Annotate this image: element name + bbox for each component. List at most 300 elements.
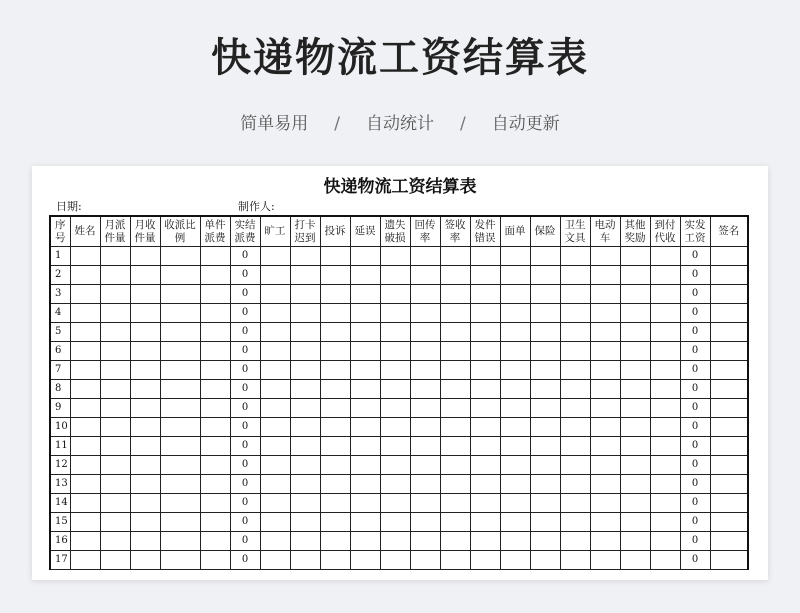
table-cell[interactable]	[320, 380, 350, 399]
table-cell[interactable]	[530, 437, 560, 456]
table-cell[interactable]	[710, 551, 748, 570]
table-cell[interactable]	[650, 456, 680, 475]
table-cell[interactable]	[560, 380, 590, 399]
table-cell[interactable]	[100, 285, 130, 304]
table-cell[interactable]	[440, 532, 470, 551]
table-cell[interactable]	[350, 494, 380, 513]
table-cell[interactable]	[470, 285, 500, 304]
table-cell[interactable]	[320, 475, 350, 494]
table-cell[interactable]	[350, 247, 380, 266]
table-cell[interactable]	[710, 285, 748, 304]
table-cell[interactable]	[70, 323, 100, 342]
table-cell[interactable]	[650, 342, 680, 361]
table-cell[interactable]	[620, 323, 650, 342]
table-cell[interactable]	[590, 418, 620, 437]
table-cell[interactable]	[290, 456, 320, 475]
table-cell[interactable]	[500, 437, 530, 456]
table-cell[interactable]	[560, 494, 590, 513]
settled-fee-cell[interactable]: 0	[230, 437, 260, 456]
table-cell[interactable]	[620, 456, 650, 475]
table-cell[interactable]	[500, 380, 530, 399]
table-cell[interactable]	[160, 304, 200, 323]
table-cell[interactable]	[500, 513, 530, 532]
table-cell[interactable]	[320, 551, 350, 570]
table-cell[interactable]	[590, 380, 620, 399]
table-cell[interactable]	[440, 304, 470, 323]
table-cell[interactable]	[320, 437, 350, 456]
table-cell[interactable]	[410, 513, 440, 532]
table-cell[interactable]	[200, 266, 230, 285]
table-cell[interactable]	[290, 399, 320, 418]
table-cell[interactable]	[130, 304, 160, 323]
table-cell[interactable]	[530, 513, 560, 532]
table-cell[interactable]	[500, 418, 530, 437]
table-cell[interactable]	[380, 399, 410, 418]
table-cell[interactable]	[260, 361, 290, 380]
net-salary-cell[interactable]: 0	[680, 399, 710, 418]
table-cell[interactable]	[410, 437, 440, 456]
table-cell[interactable]	[590, 247, 620, 266]
table-cell[interactable]	[380, 418, 410, 437]
table-cell[interactable]	[650, 494, 680, 513]
row-number-cell[interactable]: 17	[50, 551, 70, 570]
table-cell[interactable]	[470, 266, 500, 285]
row-number-cell[interactable]: 3	[50, 285, 70, 304]
table-cell[interactable]	[100, 513, 130, 532]
row-number-cell[interactable]: 1	[50, 247, 70, 266]
table-cell[interactable]	[650, 418, 680, 437]
table-cell[interactable]	[710, 513, 748, 532]
table-cell[interactable]	[290, 380, 320, 399]
table-cell[interactable]	[320, 247, 350, 266]
table-cell[interactable]	[100, 399, 130, 418]
table-cell[interactable]	[410, 247, 440, 266]
net-salary-cell[interactable]: 0	[680, 532, 710, 551]
net-salary-cell[interactable]: 0	[680, 513, 710, 532]
table-cell[interactable]	[260, 456, 290, 475]
table-cell[interactable]	[350, 532, 380, 551]
table-cell[interactable]	[260, 285, 290, 304]
table-cell[interactable]	[410, 532, 440, 551]
table-cell[interactable]	[650, 399, 680, 418]
settled-fee-cell[interactable]: 0	[230, 266, 260, 285]
table-cell[interactable]	[500, 323, 530, 342]
row-number-cell[interactable]: 8	[50, 380, 70, 399]
table-cell[interactable]	[650, 380, 680, 399]
table-cell[interactable]	[410, 342, 440, 361]
table-cell[interactable]	[320, 513, 350, 532]
table-cell[interactable]	[260, 247, 290, 266]
table-cell[interactable]	[620, 266, 650, 285]
settled-fee-cell[interactable]: 0	[230, 475, 260, 494]
table-cell[interactable]	[620, 437, 650, 456]
table-cell[interactable]	[70, 247, 100, 266]
table-cell[interactable]	[200, 513, 230, 532]
table-cell[interactable]	[710, 361, 748, 380]
table-cell[interactable]	[200, 494, 230, 513]
table-cell[interactable]	[160, 532, 200, 551]
table-cell[interactable]	[70, 475, 100, 494]
table-cell[interactable]	[70, 342, 100, 361]
table-cell[interactable]	[620, 418, 650, 437]
table-cell[interactable]	[710, 266, 748, 285]
row-number-cell[interactable]: 5	[50, 323, 70, 342]
table-cell[interactable]	[590, 285, 620, 304]
table-cell[interactable]	[100, 494, 130, 513]
table-cell[interactable]	[130, 456, 160, 475]
table-cell[interactable]	[650, 532, 680, 551]
table-cell[interactable]	[530, 247, 560, 266]
table-cell[interactable]	[440, 456, 470, 475]
table-cell[interactable]	[130, 475, 160, 494]
table-cell[interactable]	[260, 380, 290, 399]
table-cell[interactable]	[710, 456, 748, 475]
row-number-cell[interactable]: 6	[50, 342, 70, 361]
table-cell[interactable]	[500, 494, 530, 513]
table-cell[interactable]	[100, 456, 130, 475]
table-cell[interactable]	[290, 342, 320, 361]
table-cell[interactable]	[70, 437, 100, 456]
table-cell[interactable]	[380, 285, 410, 304]
table-cell[interactable]	[380, 494, 410, 513]
table-cell[interactable]	[130, 266, 160, 285]
table-cell[interactable]	[440, 285, 470, 304]
table-cell[interactable]	[590, 494, 620, 513]
table-cell[interactable]	[470, 342, 500, 361]
table-cell[interactable]	[160, 323, 200, 342]
table-cell[interactable]	[470, 304, 500, 323]
table-cell[interactable]	[380, 475, 410, 494]
table-cell[interactable]	[620, 380, 650, 399]
table-cell[interactable]	[410, 551, 440, 570]
table-cell[interactable]	[620, 285, 650, 304]
table-cell[interactable]	[500, 266, 530, 285]
table-cell[interactable]	[320, 418, 350, 437]
net-salary-cell[interactable]: 0	[680, 475, 710, 494]
table-cell[interactable]	[160, 437, 200, 456]
row-number-cell[interactable]: 10	[50, 418, 70, 437]
table-cell[interactable]	[410, 285, 440, 304]
table-cell[interactable]	[560, 361, 590, 380]
table-cell[interactable]	[100, 266, 130, 285]
table-cell[interactable]	[440, 323, 470, 342]
table-cell[interactable]	[530, 494, 560, 513]
table-cell[interactable]	[620, 532, 650, 551]
settled-fee-cell[interactable]: 0	[230, 323, 260, 342]
table-cell[interactable]	[320, 323, 350, 342]
table-cell[interactable]	[160, 456, 200, 475]
table-cell[interactable]	[350, 323, 380, 342]
table-cell[interactable]	[560, 304, 590, 323]
table-cell[interactable]	[530, 399, 560, 418]
settled-fee-cell[interactable]: 0	[230, 304, 260, 323]
table-cell[interactable]	[650, 323, 680, 342]
table-cell[interactable]	[590, 304, 620, 323]
row-number-cell[interactable]: 4	[50, 304, 70, 323]
table-cell[interactable]	[590, 342, 620, 361]
table-cell[interactable]	[530, 475, 560, 494]
table-cell[interactable]	[70, 494, 100, 513]
table-cell[interactable]	[560, 399, 590, 418]
table-cell[interactable]	[200, 456, 230, 475]
table-cell[interactable]	[440, 399, 470, 418]
table-cell[interactable]	[200, 361, 230, 380]
table-cell[interactable]	[710, 380, 748, 399]
table-cell[interactable]	[590, 437, 620, 456]
table-cell[interactable]	[500, 475, 530, 494]
table-cell[interactable]	[560, 247, 590, 266]
table-cell[interactable]	[130, 380, 160, 399]
table-cell[interactable]	[380, 342, 410, 361]
table-cell[interactable]	[260, 437, 290, 456]
table-cell[interactable]	[500, 532, 530, 551]
table-cell[interactable]	[710, 342, 748, 361]
table-cell[interactable]	[260, 551, 290, 570]
table-cell[interactable]	[410, 475, 440, 494]
table-cell[interactable]	[530, 266, 560, 285]
table-cell[interactable]	[290, 437, 320, 456]
settled-fee-cell[interactable]: 0	[230, 418, 260, 437]
table-cell[interactable]	[320, 342, 350, 361]
table-cell[interactable]	[470, 456, 500, 475]
table-cell[interactable]	[500, 342, 530, 361]
row-number-cell[interactable]: 15	[50, 513, 70, 532]
table-cell[interactable]	[470, 380, 500, 399]
table-cell[interactable]	[380, 551, 410, 570]
table-cell[interactable]	[130, 551, 160, 570]
table-cell[interactable]	[500, 551, 530, 570]
table-cell[interactable]	[590, 532, 620, 551]
table-cell[interactable]	[500, 285, 530, 304]
table-cell[interactable]	[560, 323, 590, 342]
table-cell[interactable]	[530, 285, 560, 304]
net-salary-cell[interactable]: 0	[680, 437, 710, 456]
table-cell[interactable]	[650, 551, 680, 570]
table-cell[interactable]	[100, 437, 130, 456]
table-cell[interactable]	[160, 380, 200, 399]
table-cell[interactable]	[350, 513, 380, 532]
table-cell[interactable]	[200, 437, 230, 456]
table-cell[interactable]	[380, 361, 410, 380]
table-cell[interactable]	[380, 266, 410, 285]
table-cell[interactable]	[130, 247, 160, 266]
table-cell[interactable]	[650, 285, 680, 304]
table-cell[interactable]	[650, 266, 680, 285]
table-cell[interactable]	[200, 475, 230, 494]
table-cell[interactable]	[290, 304, 320, 323]
table-cell[interactable]	[470, 513, 500, 532]
net-salary-cell[interactable]: 0	[680, 551, 710, 570]
row-number-cell[interactable]: 2	[50, 266, 70, 285]
table-cell[interactable]	[350, 437, 380, 456]
table-cell[interactable]	[500, 247, 530, 266]
table-cell[interactable]	[320, 361, 350, 380]
table-cell[interactable]	[560, 285, 590, 304]
table-cell[interactable]	[260, 475, 290, 494]
table-cell[interactable]	[160, 266, 200, 285]
table-cell[interactable]	[410, 361, 440, 380]
net-salary-cell[interactable]: 0	[680, 247, 710, 266]
table-cell[interactable]	[70, 418, 100, 437]
net-salary-cell[interactable]: 0	[680, 304, 710, 323]
table-cell[interactable]	[290, 266, 320, 285]
table-cell[interactable]	[620, 494, 650, 513]
row-number-cell[interactable]: 14	[50, 494, 70, 513]
table-cell[interactable]	[530, 456, 560, 475]
table-cell[interactable]	[440, 475, 470, 494]
table-cell[interactable]	[530, 418, 560, 437]
table-cell[interactable]	[710, 532, 748, 551]
table-cell[interactable]	[620, 475, 650, 494]
table-cell[interactable]	[590, 513, 620, 532]
table-cell[interactable]	[500, 399, 530, 418]
settled-fee-cell[interactable]: 0	[230, 532, 260, 551]
table-cell[interactable]	[200, 304, 230, 323]
settled-fee-cell[interactable]: 0	[230, 361, 260, 380]
table-cell[interactable]	[590, 323, 620, 342]
table-cell[interactable]	[650, 437, 680, 456]
table-cell[interactable]	[350, 266, 380, 285]
table-cell[interactable]	[130, 323, 160, 342]
table-cell[interactable]	[200, 323, 230, 342]
table-cell[interactable]	[160, 361, 200, 380]
table-cell[interactable]	[200, 399, 230, 418]
table-cell[interactable]	[380, 380, 410, 399]
table-cell[interactable]	[710, 437, 748, 456]
table-cell[interactable]	[440, 380, 470, 399]
row-number-cell[interactable]: 13	[50, 475, 70, 494]
table-cell[interactable]	[130, 532, 160, 551]
table-cell[interactable]	[530, 361, 560, 380]
table-cell[interactable]	[470, 323, 500, 342]
table-cell[interactable]	[410, 494, 440, 513]
table-cell[interactable]	[350, 399, 380, 418]
table-cell[interactable]	[320, 532, 350, 551]
table-cell[interactable]	[100, 304, 130, 323]
table-cell[interactable]	[130, 342, 160, 361]
table-cell[interactable]	[350, 342, 380, 361]
table-cell[interactable]	[470, 437, 500, 456]
table-cell[interactable]	[350, 380, 380, 399]
net-salary-cell[interactable]: 0	[680, 285, 710, 304]
net-salary-cell[interactable]: 0	[680, 380, 710, 399]
table-cell[interactable]	[290, 494, 320, 513]
table-cell[interactable]	[710, 494, 748, 513]
table-cell[interactable]	[130, 361, 160, 380]
table-cell[interactable]	[710, 418, 748, 437]
table-cell[interactable]	[470, 494, 500, 513]
table-cell[interactable]	[470, 418, 500, 437]
settled-fee-cell[interactable]: 0	[230, 494, 260, 513]
table-cell[interactable]	[160, 418, 200, 437]
settled-fee-cell[interactable]: 0	[230, 285, 260, 304]
table-cell[interactable]	[100, 551, 130, 570]
table-cell[interactable]	[440, 418, 470, 437]
table-cell[interactable]	[70, 456, 100, 475]
table-cell[interactable]	[160, 551, 200, 570]
net-salary-cell[interactable]: 0	[680, 456, 710, 475]
table-cell[interactable]	[440, 551, 470, 570]
settled-fee-cell[interactable]: 0	[230, 342, 260, 361]
table-cell[interactable]	[560, 418, 590, 437]
table-cell[interactable]	[200, 342, 230, 361]
table-cell[interactable]	[500, 304, 530, 323]
table-cell[interactable]	[410, 266, 440, 285]
table-cell[interactable]	[130, 513, 160, 532]
table-cell[interactable]	[100, 247, 130, 266]
settled-fee-cell[interactable]: 0	[230, 399, 260, 418]
table-cell[interactable]	[530, 551, 560, 570]
table-cell[interactable]	[70, 380, 100, 399]
table-cell[interactable]	[160, 399, 200, 418]
table-cell[interactable]	[710, 323, 748, 342]
table-cell[interactable]	[160, 285, 200, 304]
net-salary-cell[interactable]: 0	[680, 323, 710, 342]
table-cell[interactable]	[560, 513, 590, 532]
table-cell[interactable]	[380, 437, 410, 456]
table-cell[interactable]	[530, 304, 560, 323]
table-cell[interactable]	[710, 247, 748, 266]
table-cell[interactable]	[440, 247, 470, 266]
row-number-cell[interactable]: 9	[50, 399, 70, 418]
table-cell[interactable]	[160, 475, 200, 494]
net-salary-cell[interactable]: 0	[680, 418, 710, 437]
table-cell[interactable]	[290, 475, 320, 494]
table-cell[interactable]	[100, 380, 130, 399]
table-cell[interactable]	[320, 285, 350, 304]
table-cell[interactable]	[440, 266, 470, 285]
table-cell[interactable]	[530, 342, 560, 361]
table-cell[interactable]	[350, 304, 380, 323]
table-cell[interactable]	[620, 304, 650, 323]
table-cell[interactable]	[500, 361, 530, 380]
table-cell[interactable]	[350, 551, 380, 570]
row-number-cell[interactable]: 16	[50, 532, 70, 551]
table-cell[interactable]	[380, 304, 410, 323]
table-cell[interactable]	[650, 361, 680, 380]
table-cell[interactable]	[260, 513, 290, 532]
table-cell[interactable]	[560, 342, 590, 361]
table-cell[interactable]	[470, 247, 500, 266]
row-number-cell[interactable]: 12	[50, 456, 70, 475]
table-cell[interactable]	[380, 513, 410, 532]
table-cell[interactable]	[560, 551, 590, 570]
table-cell[interactable]	[290, 285, 320, 304]
table-cell[interactable]	[560, 475, 590, 494]
settled-fee-cell[interactable]: 0	[230, 380, 260, 399]
table-cell[interactable]	[130, 285, 160, 304]
table-cell[interactable]	[200, 551, 230, 570]
settled-fee-cell[interactable]: 0	[230, 456, 260, 475]
table-cell[interactable]	[320, 456, 350, 475]
table-cell[interactable]	[560, 456, 590, 475]
table-cell[interactable]	[290, 513, 320, 532]
table-cell[interactable]	[590, 361, 620, 380]
table-cell[interactable]	[590, 456, 620, 475]
table-cell[interactable]	[260, 399, 290, 418]
table-cell[interactable]	[350, 285, 380, 304]
net-salary-cell[interactable]: 0	[680, 266, 710, 285]
table-cell[interactable]	[290, 532, 320, 551]
table-cell[interactable]	[440, 494, 470, 513]
table-cell[interactable]	[70, 266, 100, 285]
settled-fee-cell[interactable]: 0	[230, 551, 260, 570]
table-cell[interactable]	[100, 342, 130, 361]
table-cell[interactable]	[70, 532, 100, 551]
table-cell[interactable]	[470, 361, 500, 380]
table-cell[interactable]	[130, 418, 160, 437]
table-cell[interactable]	[320, 399, 350, 418]
